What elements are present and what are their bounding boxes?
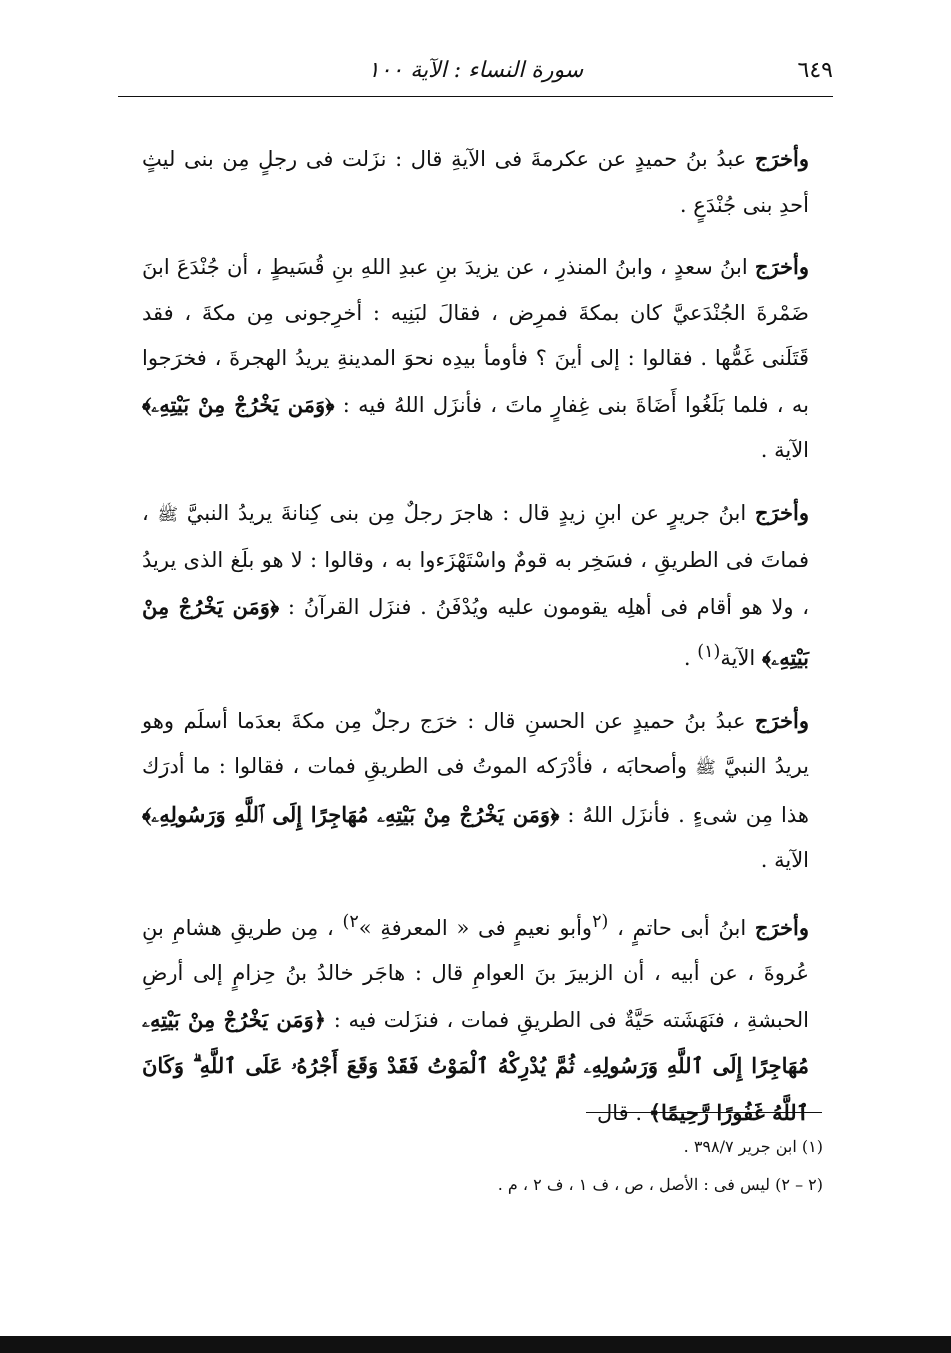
paragraph-text: . <box>683 646 698 670</box>
scan-bottom-edge <box>0 1336 951 1353</box>
paragraph-text: عبدُ بنُ حميدٍ عن الحسنِ قال : خرَج رجلٌ مِن مكةَ بعدَما أسلَم وهو يريدُ النبيَّ <box>142 708 809 778</box>
paragraph-lead: وأخرَج <box>754 254 809 279</box>
page-body <box>142 136 809 1152</box>
salawat-glyph: ﷺ <box>695 758 716 778</box>
paragraph-lead: وأخرَج <box>754 146 809 171</box>
footnotes <box>142 1128 823 1204</box>
paragraph-text: ، مِن طريقِ هشامِ بنِ عُروةَ ، عن أبيه ، أن الزبيرَ بنَ العوامِ قال : هاجَر خالدُ بنُ حِزامٍ إلى أرضِ الحبشةِ ، فنَهَشَته حَيَّةٌ فى الطريقِ فمات ، فنزَلت فيه : <box>142 915 809 1032</box>
paragraph-text: ابنُ جريرٍ عن ابنِ زيدٍ قال : هاجرَ رجلٌ مِن بنى كِنانةَ يريدُ النبيَّ <box>178 500 755 525</box>
header-rule <box>118 96 833 97</box>
footnote-marker: (٢ <box>592 911 609 932</box>
salawat-glyph: ﷺ <box>157 504 179 525</box>
paragraph-text: وأصحابَه ، فأدْرَكه الموتُ فى الطريقِ فمات ، فقالوا : ما أدرَك هذا مِن شىءٍ . فأنزَل اللهُ : <box>142 754 809 827</box>
paragraph <box>142 136 809 228</box>
footnote-rule <box>586 1112 822 1113</box>
footnote-marker: (١) <box>697 642 721 662</box>
paragraph <box>142 490 809 682</box>
paragraph-text: ابنُ أبى حاتمٍ ، <box>608 915 755 940</box>
footnote: (٢ – ٢) ليس فى : الأصل ، ص ، ف ١ ، ف ٢ ، م . <box>497 1175 823 1194</box>
running-title: سورة النساء : الآية ١٠٠ <box>367 58 584 83</box>
quran-verse: ﴿وَمَن يَخْرُجْ مِنْ بَيْتِهِۦ مُهَاجِرًا إِلَى ٱللَّهِ وَرَسُولِهِۦ ثُمَّ يُدْرِكْهُ ٱلْمَوْتُ فَقَدْ وَقَعَ أَجْرُهُۥ عَلَى ٱللَّهِ ۗ وَكَانَ ٱللَّهُ غَفُورًا رَّحِيمًا﴾ <box>142 1006 809 1125</box>
quran-verse: ﴿وَمَن يَخْرُجْ مِنْ بَيْتِهِۦ﴾ <box>142 593 809 670</box>
paragraph-text: الآية . <box>760 848 809 872</box>
paragraph-text: عبدُ بنُ حميدٍ عن عكرمةَ فى الآيةِ قال : نزَلت فى رجلٍ مِن بنى ليثٍ أحدِ بنى جُنْدَعٍ . <box>142 147 809 217</box>
paragraph-lead: وأخرَج <box>754 707 809 733</box>
paragraph-text: . قال <box>596 1100 649 1125</box>
paragraph-text: وأبو نعيمٍ فى « المعرفةِ » <box>358 915 593 940</box>
paragraph-lead: وأخرَج <box>754 499 809 525</box>
paragraph-text: ابنُ سعدٍ ، وابنُ المنذرِ ، عن يزيدَ بنِ عبدِ اللهِ بنِ قُسَيطٍ ، أن جُنْدَعَ ابنَ ضَمْرةَ الجُنْدَعيَّ كان بمكةَ فمرِض ، فقالَ لبَنِيه : أخرِجونى مِن مكةَ ، فقد قَتَلَنى غَمُّها . فقالوا : إلى أينَ ؟ فأومأ بيدِه نحوَ المدينةِ يريدُ الهجرةَ ، فخرَجوا به ، فلما بَلَغُوا أَضَاةَ بنى غِفارٍ ماتَ ، فأنزَل اللهُ فيه : <box>142 255 810 417</box>
paragraph-lead: وأخرَج <box>754 914 810 940</box>
paragraph <box>142 698 809 884</box>
page-number: ٦٤٩ <box>797 58 833 83</box>
footnote: (١) ابن جرير ٣٩٨/٧ . <box>683 1137 823 1156</box>
paragraph <box>142 244 809 474</box>
paragraph-text: ، فماتَ فى الطريقِ ، فسَخِر به قومٌ واسْتَهْزَءوا به ، وقالوا : لا هو بلَغ الذى يريدُ ، ولا هو أقام فى أهلِه يقومون عليه ويُدْفَنُ . فنزَل القرآنُ : <box>142 500 809 619</box>
quran-verse: ﴿وَمَن يَخْرُجْ مِنْ بَيْتِهِۦ﴾ <box>142 391 335 417</box>
paragraph-text: الآية . <box>760 438 809 462</box>
page-header <box>118 58 833 94</box>
paragraph-text: الآية <box>720 646 762 670</box>
paragraph <box>142 900 809 1137</box>
footnote-marker: ٢) <box>342 911 359 932</box>
quran-verse: ﴿وَمَن يَخْرُجْ مِنْ بَيْتِهِۦ مُهَاجِرًا إِلَى ٱللَّهِ وَرَسُولِهِۦ﴾ <box>142 801 560 827</box>
